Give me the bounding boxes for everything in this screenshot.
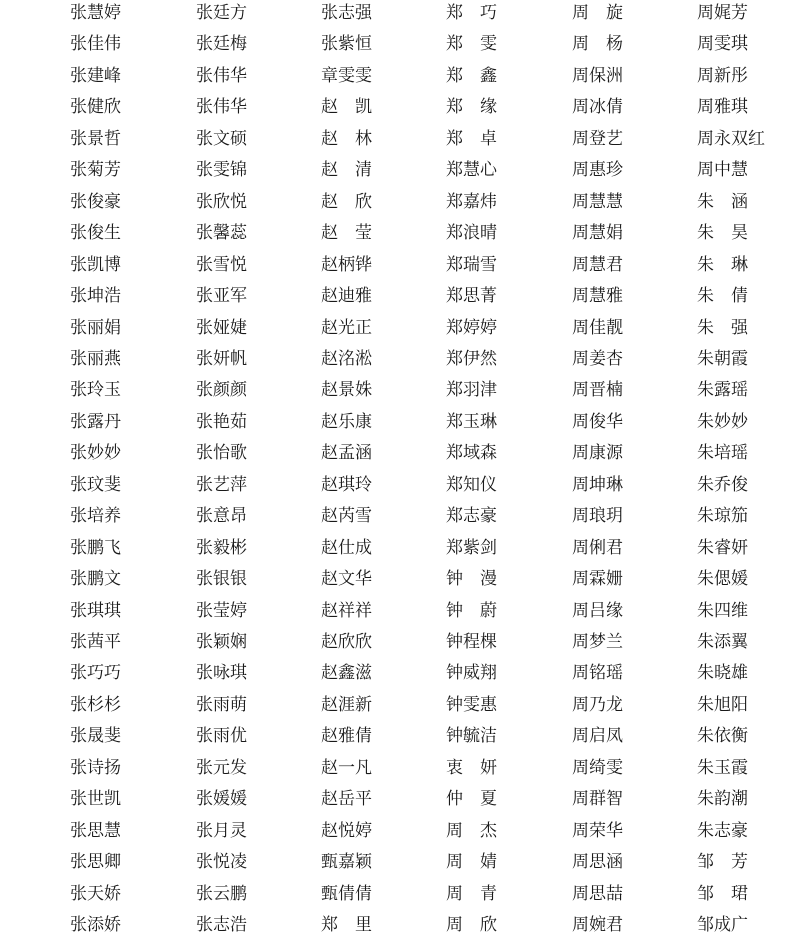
name-entry: 甄嘉颖: [321, 852, 372, 873]
name-entry: 郑 缘: [446, 97, 497, 118]
name-entry: 张志强: [321, 3, 372, 23]
name-entry: 郑嘉炜: [446, 191, 497, 212]
name-entry: 周慧慧: [572, 191, 623, 212]
name-entry: 周中慧: [697, 160, 748, 181]
name-entry: 郑伊然: [446, 348, 497, 369]
name-entry: 赵仕成: [321, 537, 372, 558]
name-entry: 张雨萌: [196, 694, 247, 715]
name-entry: 周冰倩: [572, 97, 623, 118]
name-entry: 朱 强: [697, 317, 748, 338]
name-entry: 张莹婷: [196, 600, 247, 621]
name-entry: 钟 蔚: [446, 600, 497, 621]
name-entry: 赵欣欣: [321, 632, 372, 652]
name-entry: 张玟斐: [70, 474, 121, 495]
name-entry: 邹 珺: [697, 883, 748, 904]
name-entry: 张添娇: [70, 915, 121, 936]
name-entry: 赵涯新: [321, 694, 372, 715]
name-entry: 郑域森: [446, 443, 497, 464]
name-entry: 张思慧: [70, 820, 121, 841]
name-entry: 甄倩倩: [321, 883, 372, 904]
name-entry: 张坤浩: [70, 286, 121, 307]
name-entry: 张紫恒: [321, 34, 372, 55]
name-entry: 朱培瑶: [697, 443, 748, 464]
name-entry: 周姜杏: [572, 348, 623, 369]
name-entry: 张月灵: [196, 820, 247, 841]
name-entry: 张露丹: [70, 411, 121, 432]
name-entry: 张雪悦: [196, 254, 247, 275]
name-entry: 朱志豪: [697, 820, 748, 841]
name-entry: 周慧娟: [572, 223, 623, 244]
name-entry: 衷 妍: [446, 757, 497, 778]
name-entry: 赵 林: [321, 128, 372, 149]
name-entry: 张亚军: [196, 286, 247, 307]
name-entry: 周俐君: [572, 537, 623, 558]
name-entry: 朱乔俊: [697, 474, 748, 495]
name-entry: 朱韵潮: [697, 789, 748, 810]
name-entry: 张佳伟: [70, 34, 121, 55]
name-entry: 张廷梅: [196, 34, 247, 55]
name-entry: 张俊生: [70, 223, 121, 244]
name-entry: 张妍帆: [196, 348, 247, 369]
name-entry: 赵祥祥: [321, 600, 372, 621]
name-entry: 张丽燕: [70, 348, 121, 369]
name-entry: 赵光正: [321, 317, 372, 338]
name-entry: 朱 涵: [697, 191, 748, 212]
name-entry: 张景哲: [70, 128, 121, 149]
name-entry: 张建峰: [70, 65, 121, 86]
name-entry: 郑羽津: [446, 380, 497, 401]
name-entry: 赵雅倩: [321, 726, 372, 747]
name-entry: 朱添翼: [697, 632, 748, 652]
name-entry: 周启凤: [572, 726, 623, 747]
name-entry: 张思卿: [70, 852, 121, 873]
name-entry: 周思喆: [572, 883, 623, 904]
name-entry: 赵芮雪: [321, 506, 372, 527]
name-entry: 朱朝霞: [697, 348, 748, 369]
name-entry: 郑志豪: [446, 506, 497, 527]
name-entry: 张世凯: [70, 789, 121, 810]
name-entry: 赵 凯: [321, 97, 372, 118]
name-entry: 张云鹏: [196, 883, 247, 904]
name-entry: 赵悦婷: [321, 820, 372, 841]
name-entry: 周绮雯: [572, 757, 623, 778]
name-entry: 周新彤: [697, 65, 748, 86]
name-entry: 张馨蕊: [196, 223, 247, 244]
name-entry: 赵鑫滋: [321, 663, 372, 684]
name-entry: 赵 欣: [321, 191, 372, 212]
name-entry: 赵洺淞: [321, 348, 372, 369]
name-entry: 郑思菁: [446, 286, 497, 307]
name-entry: 郑慧心: [446, 160, 497, 181]
name-entry: 张毅彬: [196, 537, 247, 558]
name-entry: 张怡歌: [196, 443, 247, 464]
name-entry: 张伟华: [196, 97, 247, 118]
name-entry: 赵琪玲: [321, 474, 372, 495]
name-entry: 张雯锦: [196, 160, 247, 181]
name-entry: 张杉杉: [70, 694, 121, 715]
name-entry: 周 旋: [572, 3, 623, 23]
name-entry: 张艳茹: [196, 411, 247, 432]
name-entry: 周琅玥: [572, 506, 623, 527]
name-entry: 张巧巧: [70, 663, 121, 684]
name-entry: 赵一凡: [321, 757, 372, 778]
name-entry: 张丽娟: [70, 317, 121, 338]
name-entry: 朱妙妙: [697, 411, 748, 432]
name-entry: 邹 芳: [697, 852, 748, 873]
name-entry: 周思涵: [572, 852, 623, 873]
name-entry: 钟 漫: [446, 569, 497, 590]
name-entry: 张玲玉: [70, 380, 121, 401]
name-entry: 周娓芳: [697, 3, 748, 23]
name-entry: 章雯雯: [321, 65, 372, 86]
name-entry: 周 欣: [446, 915, 497, 936]
name-entry: 张雨优: [196, 726, 247, 747]
name-entry: 朱偲媛: [697, 569, 748, 590]
name-entry: 赵孟涵: [321, 443, 372, 464]
name-entry: 郑婷婷: [446, 317, 497, 338]
name-entry: 朱睿妍: [697, 537, 748, 558]
name-entry: 周婉君: [572, 915, 623, 936]
name-entry: 张凯博: [70, 254, 121, 275]
name-entry: 朱 倩: [697, 286, 748, 307]
name-entry: 钟雯惠: [446, 694, 497, 715]
name-entry: 赵文华: [321, 569, 372, 590]
name-entry: 朱玉霞: [697, 757, 748, 778]
name-entry: 钟威翔: [446, 663, 497, 684]
name-entry: 周惠珍: [572, 160, 623, 181]
name-entry: 张志浩: [196, 915, 247, 936]
name-entry: 张媛媛: [196, 789, 247, 810]
name-entry: 周 青: [446, 883, 497, 904]
name-entry: 张银银: [196, 569, 247, 590]
name-entry: 赵迪雅: [321, 286, 372, 307]
name-entry: 周梦兰: [572, 632, 623, 652]
name-entry: 郑玉琳: [446, 411, 497, 432]
name-entry: 郑 鑫: [446, 65, 497, 86]
name-entry: 赵柄铧: [321, 254, 372, 275]
name-entry: 张天娇: [70, 883, 121, 904]
name-entry: 张俊豪: [70, 191, 121, 212]
name-entry: 邹成广: [697, 915, 748, 936]
name-entry: 周登艺: [572, 128, 623, 149]
name-entry: 周康源: [572, 443, 623, 464]
name-entry: 周雯琪: [697, 34, 748, 55]
name-entry: 张意昂: [196, 506, 247, 527]
name-entry: 朱琼笳: [697, 506, 748, 527]
name-entry: 张艺萍: [196, 474, 247, 495]
name-entry: 周永双红: [697, 128, 765, 149]
name-entry: 郑 卓: [446, 128, 497, 149]
name-entry: 赵乐康: [321, 411, 372, 432]
name-entry: 张颖娴: [196, 632, 247, 652]
name-entry: 朱晓雄: [697, 663, 748, 684]
name-entry: 周佳靓: [572, 317, 623, 338]
name-entry: 张伟华: [196, 65, 247, 86]
name-entry: 郑浪晴: [446, 223, 497, 244]
name-entry: 张廷方: [196, 3, 247, 23]
name-entry: 周霖姗: [572, 569, 623, 590]
name-entry: 张元发: [196, 757, 247, 778]
name-entry: 周俊华: [572, 411, 623, 432]
name-entry: 仲 夏: [446, 789, 497, 810]
name-entry: 张菊芳: [70, 160, 121, 181]
name-entry: 周 杰: [446, 820, 497, 841]
name-entry: 郑紫剑: [446, 537, 497, 558]
name-entry: 赵景姝: [321, 380, 372, 401]
name-entry: 张鹏飞: [70, 537, 121, 558]
name-entry: 郑 里: [321, 915, 372, 936]
name-entry: 朱 琳: [697, 254, 748, 275]
name-entry: 张晟斐: [70, 726, 121, 747]
name-entry: 张颜颜: [196, 380, 247, 401]
name-entry: 周荣华: [572, 820, 623, 841]
name-entry: 周铭瑶: [572, 663, 623, 684]
name-entry: 周慧雅: [572, 286, 623, 307]
name-entry: 周雅琪: [697, 97, 748, 118]
name-entry: 钟程棵: [446, 632, 497, 652]
name-entry: 张咏琪: [196, 663, 247, 684]
name-entry: 周慧君: [572, 254, 623, 275]
name-entry: 张慧婷: [70, 3, 121, 23]
name-entry: 周 杨: [572, 34, 623, 55]
name-entry: 周 婧: [446, 852, 497, 873]
name-entry: 郑知仪: [446, 474, 497, 495]
name-entry: 张茜平: [70, 632, 121, 652]
name-entry: 朱露瑶: [697, 380, 748, 401]
name-entry: 张妙妙: [70, 443, 121, 464]
name-entry: 张鹏文: [70, 569, 121, 590]
name-entry: 张欣悦: [196, 191, 247, 212]
name-entry: 周乃龙: [572, 694, 623, 715]
name-entry: 周保洲: [572, 65, 623, 86]
name-entry: 赵 莹: [321, 223, 372, 244]
name-entry: 张琪琪: [70, 600, 121, 621]
name-entry: 周吕缘: [572, 600, 623, 621]
name-entry: 张培养: [70, 506, 121, 527]
name-entry: 赵 清: [321, 160, 372, 181]
name-entry: 张健欣: [70, 97, 121, 118]
name-entry: 朱依衡: [697, 726, 748, 747]
name-entry: 周群智: [572, 789, 623, 810]
name-entry: 张诗扬: [70, 757, 121, 778]
name-entry: 郑瑞雪: [446, 254, 497, 275]
name-entry: 朱四维: [697, 600, 748, 621]
name-entry: 朱旭阳: [697, 694, 748, 715]
name-entry: 张娅婕: [196, 317, 247, 338]
name-entry: 张文硕: [196, 128, 247, 149]
name-entry: 周晋楠: [572, 380, 623, 401]
name-entry: 朱 昊: [697, 223, 748, 244]
name-entry: 张悦凌: [196, 852, 247, 873]
name-entry: 郑 雯: [446, 34, 497, 55]
name-entry: 钟毓洁: [446, 726, 497, 747]
name-entry: 郑 巧: [446, 3, 497, 23]
name-entry: 赵岳平: [321, 789, 372, 810]
name-entry: 周坤琳: [572, 474, 623, 495]
